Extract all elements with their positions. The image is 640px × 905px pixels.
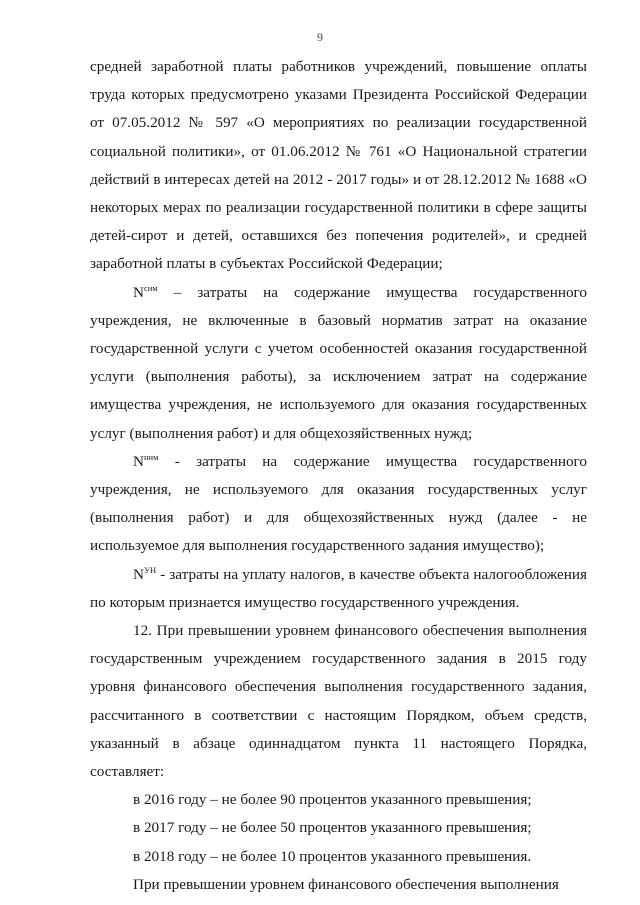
symbol-n: N — [133, 565, 144, 583]
paragraph-clause-12: 12. При превышении уровнем финансового обеспечения выполнения государственным учреждением государственного задания в 2015 году уровня финансового обеспечения выполнения государственного задания, рассчитанного в соответствии с настоящим Порядком, объем средств, указанный в абзаце одиннадцатом пункта 11 настоящего Порядка, составляет: — [90, 622, 587, 781]
paragraph-text: – затраты на содержание имущества государственного учреждения, не включенные в базовый норматив затрат на оказание государственной услуги с учетом особенностей оказания государственной услуги (выполнения работы), за исключением затрат на содержание имущества учреждения, не используемого для оказания государственных услуг (выполнения работ) и для общехозяйственных нужд; — [90, 283, 587, 442]
list-item-2016: в 2016 году – не более 90 процентов указанного превышения; — [133, 791, 532, 809]
paragraph-n-sim — [90, 279, 587, 448]
paragraph-text: - затраты на содержание имущества государственного учреждения, не используемого для оказания государственных услуг (выполнения работ) и для общехозяйственных нужд (далее - не используемое для выполнения государственного задания имущество); — [90, 452, 587, 555]
symbol-n: N — [133, 452, 144, 470]
paragraph-n-nim — [90, 448, 587, 561]
formula-symbol-n-nim — [133, 453, 158, 470]
formula-symbol-n-sim — [133, 284, 158, 301]
formula-symbol-n-un — [133, 566, 156, 583]
list-item-2017: в 2017 году – не более 50 процентов указанного превышения; — [133, 819, 532, 837]
symbol-superscript: сим — [143, 282, 158, 293]
paragraph-text: - затраты на уплату налогов, в качестве объекта налогообложения по которым признается имущество государственного учреждения. — [90, 565, 587, 611]
paragraph-continuation: При превышении уровнем финансового обеспечения выполнения — [133, 875, 559, 893]
paragraph-wage-decrees: средней заработной платы работников учреждений, повышение оплаты труда которых предусмотрено указами Президента Российской Федерации от 07.05.2012 № 597 «О мероприятиях по реализации государственной социальной политики», от 01.06.2012 № 761 «О Национальной стратегии действий в интересах детей на 2012 - 2017 годы» и от 28.12.2012 № 1688 «О некоторых мерах по реализации государственной политики в сфере защиты детей-сирот и детей, оставшихся без попечения родителей», и средней заработной платы в субъектах Российской Федерации; — [90, 58, 587, 273]
list-item-2018: в 2018 году – не более 10 процентов указанного превышения. — [133, 847, 532, 865]
paragraph-n-un — [90, 561, 587, 617]
symbol-superscript: ним — [143, 451, 159, 462]
symbol-superscript: УН — [143, 564, 157, 575]
symbol-n: N — [133, 283, 144, 301]
page-number: 9 — [317, 30, 323, 44]
document-body — [90, 53, 587, 899]
